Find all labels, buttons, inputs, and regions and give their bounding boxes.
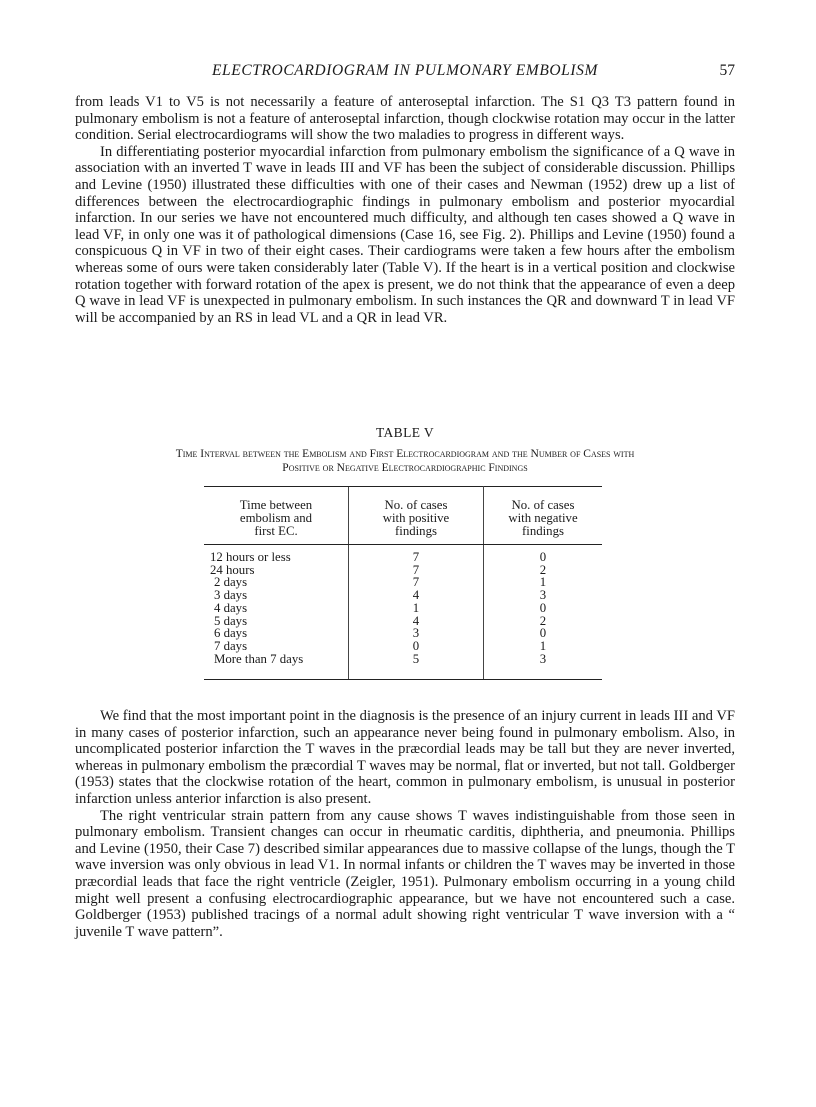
table-caption-line: Positive or Negative Electrocardiographic Findings [282, 462, 528, 474]
table-row [204, 602, 602, 615]
cell-time: 24 hours [210, 562, 255, 577]
cell-positive: 7 [349, 576, 484, 589]
header-line: embolism and [239, 511, 313, 525]
cell-time: 2 days [214, 575, 248, 590]
header-time [204, 487, 349, 545]
header-line: findings [522, 524, 564, 538]
cell-time: 4 days [214, 600, 248, 615]
table-title: TABLE V [375, 425, 435, 440]
paragraph: In differentiating posterior myocardial infarction from pulmonary embolism the significance of a Q wave in association with an inverted T wave in leads III and VF has been the subject of considerable discussion. Phillips and Levine (1950) illustrated these difficulties with one of their cases and Newman (1952) drew up a list of differences between the electrocardiographic findings in pulmonary embolism and posterior myocardial infarction. In our series we have not encountered much difficulty, and although ten cases showed a Q wave in lead VF, in only one was it of pathological dimensions (Case 16, see Fig. 2). Phillips and Levine (1950) found a conspicuous Q in VF in two of their eight cases. Their cardiograms were taken a few hours after the embolism whereas some of ours were taken considerably later (Table V). If the heart is in a vertical position and clockwise rotation together with forward rotation of the apex is present, we do not think that the appearance of even a deep Q wave in lead VF is unexpected in pulmonary embolism. In such instances the QR and downward T in lead VF will be accompanied by an RS in lead VL and a QR in lead VR. [75, 143, 735, 326]
header-line: with negative [508, 511, 578, 525]
header-line: findings [395, 524, 437, 538]
paragraph: We find that the most important point in the diagnosis is the presence of an injury current in leads III and VF in many cases of posterior infarction, such an appearance never being found in pulmonary embolism. Also, in uncomplicated posterior infarction the T waves in the præcordial leads may be tall but they are never inverted, whereas in pulmonary embolism the præcordial T waves may be normal, flat or inverted, but not tall. Goldberger (1953) states that the clockwise rotation of the heart, common in pulmonary embolism, is unusual in posterior infarction unless anterior infarction is also present. [75, 708, 735, 807]
cell-time: More than 7 days [204, 653, 349, 680]
header-line: No. of cases [511, 498, 575, 512]
paragraph: from leads V1 to V5 is not necessarily a feature of anteroseptal infarction. The S1 Q3 T3 pattern found in pulmonary embolism is not a feature of anteroseptal infarction, though clockwise rotation may occur in the latter condition. Serial electrocardiograms will show the two maladies to progress in different ways. [75, 94, 735, 144]
cell-negative: 1 [539, 638, 547, 653]
page-header [75, 62, 735, 84]
table-row [204, 640, 602, 653]
cell-time: 12 hours or less [210, 550, 291, 564]
table-caption-line: Time Interval between the Embolism and First Electrocardiogram and the Number of Cases with [175, 448, 635, 460]
cell-positive: 3 [349, 627, 484, 640]
header-positive [349, 487, 484, 545]
header-line: Time between [239, 498, 313, 512]
cell-positive: 4 [349, 615, 484, 628]
cell-time: 3 days [214, 588, 248, 603]
cell-time: 7 days [214, 638, 248, 653]
cell-positive: 4 [349, 589, 484, 602]
cell-negative: 3 [539, 588, 547, 603]
table-row [204, 589, 602, 602]
header-negative [484, 487, 603, 545]
header-line: first EC. [254, 524, 298, 538]
paragraph: The right ventricular strain pattern from any cause shows T waves indistinguishable from those seen in pulmonary embolism. Transient changes can occur in rheumatic carditis, diphtheria, and pneumonia. Phillips and Levine (1950, their Case 7) described similar appearances due to massive collapse of the lungs, though the T wave inversion was only obvious in lead V1. In normal infants or children the T waves may be inverted in those præcordial leads that face the right ventricle (Zeigler, 1951). Pulmonary embolism occurring in a young child might well present a confusing electrocardiographic appearance, but we have not encountered such a case. Goldberger (1953) published tracings of a normal adult showing right ventricular T wave inversion with a “ juvenile T wave pattern”. [75, 807, 735, 940]
cell-positive: 5 [349, 653, 484, 680]
cell-negative: 3 [484, 653, 603, 680]
data-table [204, 486, 602, 680]
cell-positive: 0 [349, 640, 484, 653]
cell-time: 5 days [214, 613, 248, 628]
cell-positive: 7 [349, 564, 484, 577]
cell-negative: 0 [539, 600, 547, 615]
cell-negative: 0 [539, 550, 547, 564]
cell-time: 6 days [214, 626, 248, 641]
table-header-row [204, 487, 602, 545]
table-row [204, 545, 602, 564]
cell-positive: 7 [349, 545, 484, 564]
table-caption [95, 447, 715, 475]
cell-positive: 1 [349, 602, 484, 615]
header-line: No. of cases [384, 498, 448, 512]
table-row [204, 653, 602, 680]
cell-negative: 0 [539, 626, 547, 641]
cell-negative: 2 [539, 562, 547, 577]
cell-negative: 1 [539, 575, 547, 590]
body-text-bottom [75, 708, 735, 940]
running-title: ELECTROCARDIOGRAM IN PULMONARY EMBOLISM [211, 62, 599, 79]
page-number: 57 [719, 62, 735, 79]
cell-negative: 2 [539, 613, 547, 628]
body-text-top [75, 94, 735, 326]
header-line: with positive [382, 511, 450, 525]
